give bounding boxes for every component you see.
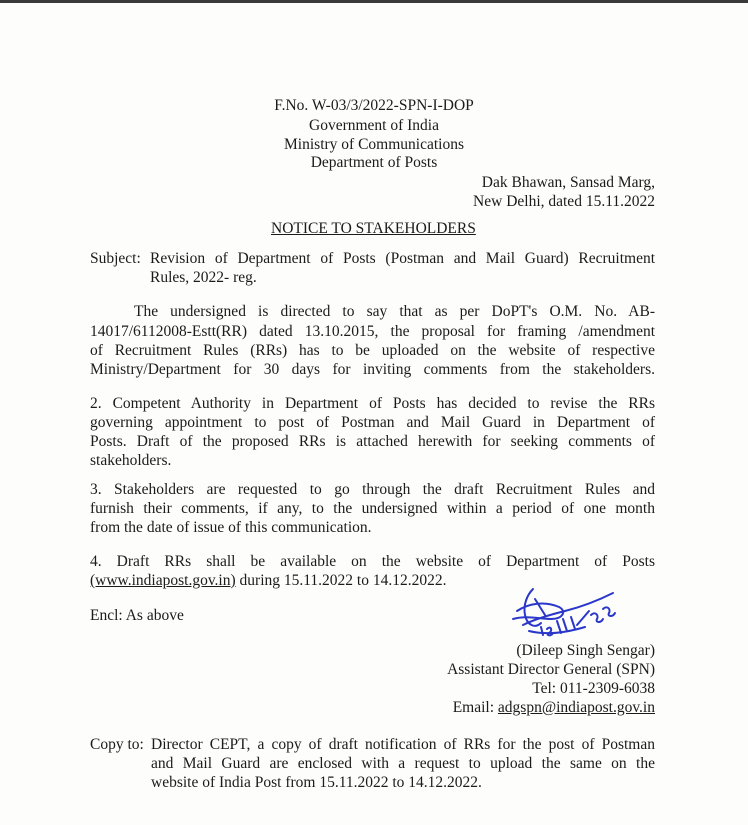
signatory-telephone: Tel: 011-2309-6038 — [532, 680, 655, 697]
address-line-1: Dak Bhawan, Sansad Marg, — [481, 174, 655, 191]
para2-line-4: stakeholders. — [90, 452, 172, 469]
para2-line-1: 2. Competent Authority in Department of Posts has decided to revise the RRs — [90, 395, 655, 412]
signatory-email — [453, 698, 655, 718]
subject-line-2: Rules, 2022- reg. — [150, 269, 257, 286]
email-link[interactable]: adgspn@indiapost.gov.in — [497, 699, 655, 716]
subject-label: Subject: — [90, 250, 141, 267]
signature-image — [505, 585, 617, 641]
address-line-2: New Delhi, dated 15.11.2022 — [473, 193, 655, 210]
ministry-line: Ministry of Communications — [284, 136, 464, 153]
para2-line-2: governing appointment to post of Postman and Mail Guard in Department of — [90, 414, 655, 431]
subject-line-1: Revision of Department of Posts (Postman and Mail Guard) Recruitment — [150, 250, 655, 267]
signatory-designation: Assistant Director General (SPN) — [447, 661, 655, 678]
para1-line-4: Ministry/Department for 30 days for inviting comments from the stakeholders. — [90, 361, 655, 378]
copy-to-line-2: and Mail Guard are enclosed with a request to upload the same on the — [151, 755, 655, 772]
para3-line-2: furnish their comments, if any, to the undersigned within a period of one month — [90, 500, 655, 517]
enclosure-note: Encl: As above — [90, 607, 184, 624]
para2-line-3: Posts. Draft of the proposed RRs is attached herewith for seeking comments of — [90, 433, 655, 450]
department-line: Department of Posts — [310, 154, 438, 171]
para4-line-2 — [90, 571, 446, 591]
copy-to-line-1: Director CEPT, a copy of draft notification of RRs for the post of Postman — [151, 736, 655, 753]
copy-to-line-3: website of India Post from 15.11.2022 to 14.12.2022. — [151, 774, 482, 791]
para4-line-1: 4. Draft RRs shall be available on the website of Department of Posts — [90, 553, 655, 570]
website-link[interactable]: (www.indiapost.gov.in) — [90, 572, 236, 589]
signatory-name: (Dileep Singh Sengar) — [516, 642, 655, 659]
email-label: Email: — [452, 699, 498, 716]
notice-title: NOTICE TO STAKEHOLDERS — [271, 220, 476, 237]
para3-line-1: 3. Stakeholders are requested to go through the draft Recruitment Rules and — [90, 481, 655, 498]
copy-to-label: Copy to: — [90, 736, 144, 753]
para3-line-3: from the date of issue of this communication. — [90, 519, 372, 536]
government-line: Government of India — [309, 117, 439, 134]
para4-dates: during 15.11.2022 to 14.12.2022. — [235, 572, 447, 589]
file-number: F.No. W-03/3/2022-SPN-I-DOP — [274, 97, 474, 114]
para1-line-3: of Recruitment Rules (RRs) has to be uploaded on the website of respective — [90, 342, 655, 359]
para1-line-2: 14017/6112008-Estt(RR) dated 13.10.2015, the proposal for framing /amendment — [90, 323, 655, 340]
para1-line-1: The undersigned is directed to say that as per DoPT's O.M. No. AB- — [134, 303, 655, 320]
